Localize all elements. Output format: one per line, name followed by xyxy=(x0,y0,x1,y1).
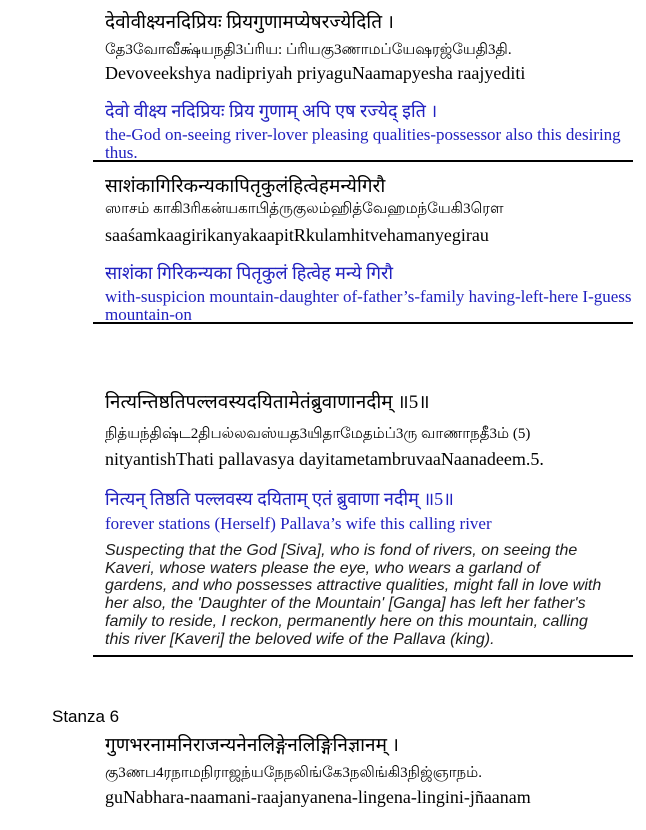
stanza5-q1-transliteration: Devoveekshya nadipriyah priyaguNaamapyesha raajyediti xyxy=(105,63,526,83)
stanza6-tamil: கு3ணப4ரநாமநிராஜந்யநேநலிங்கே3நலிங்கி3நிஜ்ஞாநம். xyxy=(105,765,482,781)
stanza6-transliteration: guNabhara-naamani-raajanyanena-lingena-lingini-jñaanam xyxy=(105,787,531,807)
stanza5-q3-devanagari: नित्यन्तिष्ठतिपल्लवस्यदयितामेतंब्रुवाणानदीम् ॥5॥ xyxy=(105,392,430,413)
translation-line: gardens, and who possesses attractive qualities, might fall in love with xyxy=(105,577,602,595)
stanza5-q2-transliteration: saaśamkaagirikanyakaapitRkulamhitvehamanyegirau xyxy=(105,225,489,245)
section-divider xyxy=(93,655,633,657)
translation-line: this river [Kaveri] the beloved wife of the Pallava (king). xyxy=(105,630,495,648)
translation-line: Kaveri, whose waters please the eye, who wears a garland of xyxy=(105,559,540,577)
translation-line: family to reside, I reckon, permanently here on this mountain, calling xyxy=(105,612,588,630)
translation-line: her also, the 'Daughter of the Mountain' [Ganga] has left her father's xyxy=(105,595,586,613)
stanza6-heading: Stanza 6 xyxy=(52,707,120,726)
translation-line: Suspecting that the God [Siva], who is fond of rivers, on seeing the xyxy=(105,542,578,559)
stanza5-q3-gloss-english xyxy=(105,515,492,533)
gloss-line: with-suspicion mountain-daughter of-father’s-family having-left-here I-guess xyxy=(105,287,632,306)
gloss-line: the-God on-seeing river-lover pleasing qualities-possessor also this desiring xyxy=(105,125,621,144)
stanza5-q1-devanagari: देवोवीक्ष्यनदिप्रियः प्रियगुणामप्येषरज्येदिति । xyxy=(105,12,394,33)
stanza5-q1-gloss-devanagari: देवो वीक्ष्य नदिप्रियः प्रिय गुणाम् अपि एष रज्येद् इति । xyxy=(105,101,438,121)
stanza5-q3-gloss-devanagari: नित्यन् तिष्ठति पल्लवस्य दयिताम् एतं ब्रुवाणा नदीम् ॥5॥ xyxy=(105,489,454,509)
stanza5-q2-gloss-english xyxy=(105,288,632,324)
stanza5-q2-gloss-devanagari: साशंका गिरिकन्यका पितृकुलं हित्वेह मन्ये गिरौ xyxy=(105,263,393,283)
stanza5-q1-gloss-english xyxy=(105,126,621,162)
section-divider xyxy=(93,160,633,162)
gloss-line: thus. xyxy=(105,143,138,162)
stanza5-q2-devanagari: साशंकागिरिकन्यकापितृकुलंहित्वेहमन्येगिरौ xyxy=(105,176,386,197)
stanza5-q3-tamil: நித்யந்திஷ்ட2திபல்லவஸ்யத3யிதாமேதம்ப்3ரு வாணாநதீ3ம் (5) xyxy=(105,426,531,442)
gloss-line: forever stations (Herself) Pallava’s wife this calling river xyxy=(105,514,492,533)
stanza5-q1-tamil: தே3வோவீக்ஷ்யநதி3ப்ரிய: ப்ரியகு3ணாமப்யேஷரஜ்யேதி3தி. xyxy=(105,42,512,58)
stanza5-q3-transliteration: nityantishThati pallavasya dayitametambruvaaNaanadeem.5. xyxy=(105,449,544,469)
stanza5-q2-tamil: ஸாசம் காகி3ரிகன்யகாபித்ருகுலம்ஹித்வேஹமந்யேகி3ரௌ xyxy=(105,201,504,217)
gloss-line: mountain-on xyxy=(105,305,192,324)
stanza6-devanagari: गुणभरनामनिराजन्यनेनलिङ्गेनलिङ्गिनिज्ञानम् । xyxy=(105,735,399,756)
stanza5-prose-translation xyxy=(105,542,601,648)
section-divider xyxy=(93,322,633,324)
